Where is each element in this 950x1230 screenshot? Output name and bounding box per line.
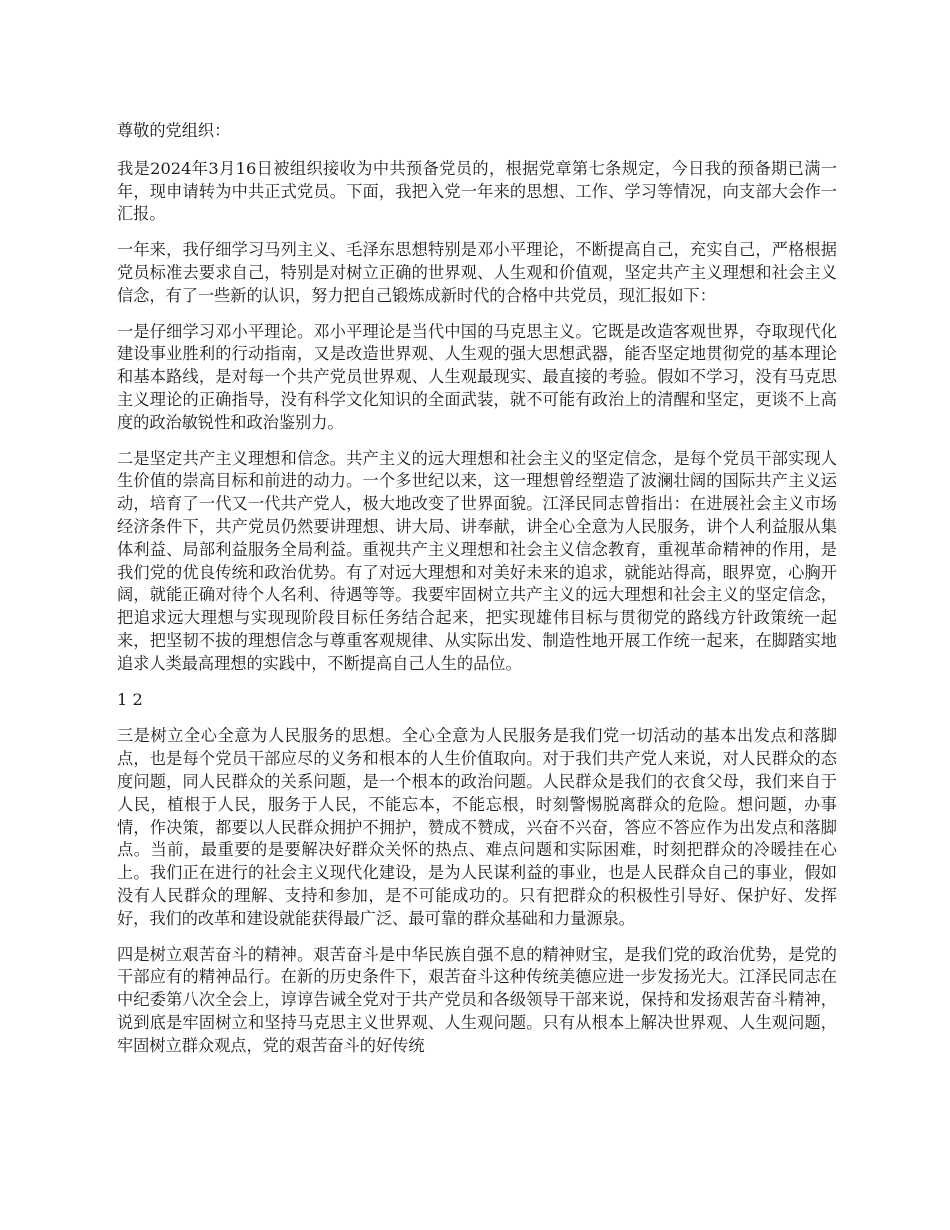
paragraph-overview: 一年来，我仔细学习马列主义、毛泽东思想特别是邓小平理论，不断提高自己，充实自己，严格根据党员标准去要求自己，特别是对树立正确的世界观、人生观和价值观，坚定共产主义理想和社会主义信念，有了一些新的认识，努力把自己锻炼成新时代的合格中共党员，现汇报如下： (117, 240, 837, 305)
paragraph-serve-people: 三是树立全心全意为人民服务的思想。全心全意为人民服务是我们党一切活动的基本出发点和落脚点，也是每个党员干部应尽的义务和根本的人生价值取向。对于我们共产党人来说，对人民群众的态度问题，同人民群众的关系问题，是一个根本的政治问题。人民群众是我们的衣食父母，我们来自于人民，植根于人民，服务于人民，不能忘本，不能忘根，时刻警惕脱离群众的危险。想问题，办事情，作决策，都要以人民群众拥护不拥护，赞成不赞成，兴奋不兴奋，答应不答应作为出发点和落脚点。当前，最重要的是要解决好群众关怀的热点、难点问题和实际困难，时刻把群众的冷暖挂在心上。我们正在进行的社会主义现代化建设，是为人民谋利益的事业，也是人民群众自己的事业，假如没有人民群众的理解、支持和参加，是不可能成功的。只有把群众的积极性引导好、保护好、发挥好，我们的改革和建设就能获得最广泛、最可靠的群众基础和力量源泉。 (117, 726, 837, 928)
paragraph-hard-work: 四是树立艰苦奋斗的精神。艰苦奋斗是中华民族自强不息的精神财宝，是我们党的政治优势，是党的干部应有的精神品行。在新的历史条件下，艰苦奋斗这种传统美德应进一步发扬光大。江泽民同志在中纪委第八次全会上，谆谆告诫全党对于共产党员和各级领导干部来说，保持和发扬艰苦奋斗精神，说到底是牢固树立和坚持马克思主义世界观、人生观问题。只有从根本上解决世界观、人生观问题，牢固树立群众观点，党的艰苦奋斗的好传统 (117, 944, 837, 1055)
paragraph-application: 我是2024年3月16日被组织接收为中共预备党员的，根据党章第七条规定，今日我的预备期已满一年，现申请转为中共正式党员。下面，我把入党一年来的思想、工作、学习等情况，向支部大会作一汇报。 (117, 158, 837, 224)
page-marker: 1 2 (117, 689, 143, 709)
document-page (117, 120, 837, 1070)
paragraph-study-theory: 一是仔细学习邓小平理论。邓小平理论是当代中国的马克思主义。它既是改造客观世界，夺取现代化建设事业胜利的行动指南，又是改造世界观、人生观的强大思想武器，能否坚定地贯彻党的基本理论和基本路线，是对每一个共产党员世界观、人生观最现实、最直接的考验。假如不学习，没有马克思主义理论的正确指导，没有科学文化知识的全面武装，就不可能有政治上的清醒和坚定，更谈不上高度的政治敏锐性和政治鉴别力。 (117, 321, 837, 432)
paragraph-ideals-beliefs: 二是坚定共产主义理想和信念。共产主义的远大理想和社会主义的坚定信念，是每个党员干部实现人生价值的崇高目标和前进的动力。一个多世纪以来，这一理想曾经塑造了波澜壮阔的国际共产主义运动，培育了一代又一代共产党人，极大地改变了世界面貌。江泽民同志曾指出：在进展社会主义市场经济条件下，共产党员仍然要讲理想、讲大局、讲奉献，讲全心全意为人民服务，讲个人利益服从集体利益、局部利益服务全局利益。重视共产主义理想和社会主义信念教育，重视革命精神的作用，是我们党的优良传统和政治优势。有了对远大理想和对美好未来的追求，就能站得高，眼界宽，心胸开阔，就能正确对待个人名利、待遇等等。我要牢固树立共产主义的远大理想和社会主义的坚定信念，把追求远大理想与实现现阶段目标任务结合起来，把实现雄伟目标与贯彻党的路线方针政策统一起来，把坚韧不拔的理想信念与尊重客观规律、从实际出发、制造性地开展工作统一起来，在脚踏实地追求人类最高理想的实践中，不断提高自己人生的品位。 (117, 448, 837, 673)
salutation: 尊敬的党组织： (117, 121, 231, 140)
